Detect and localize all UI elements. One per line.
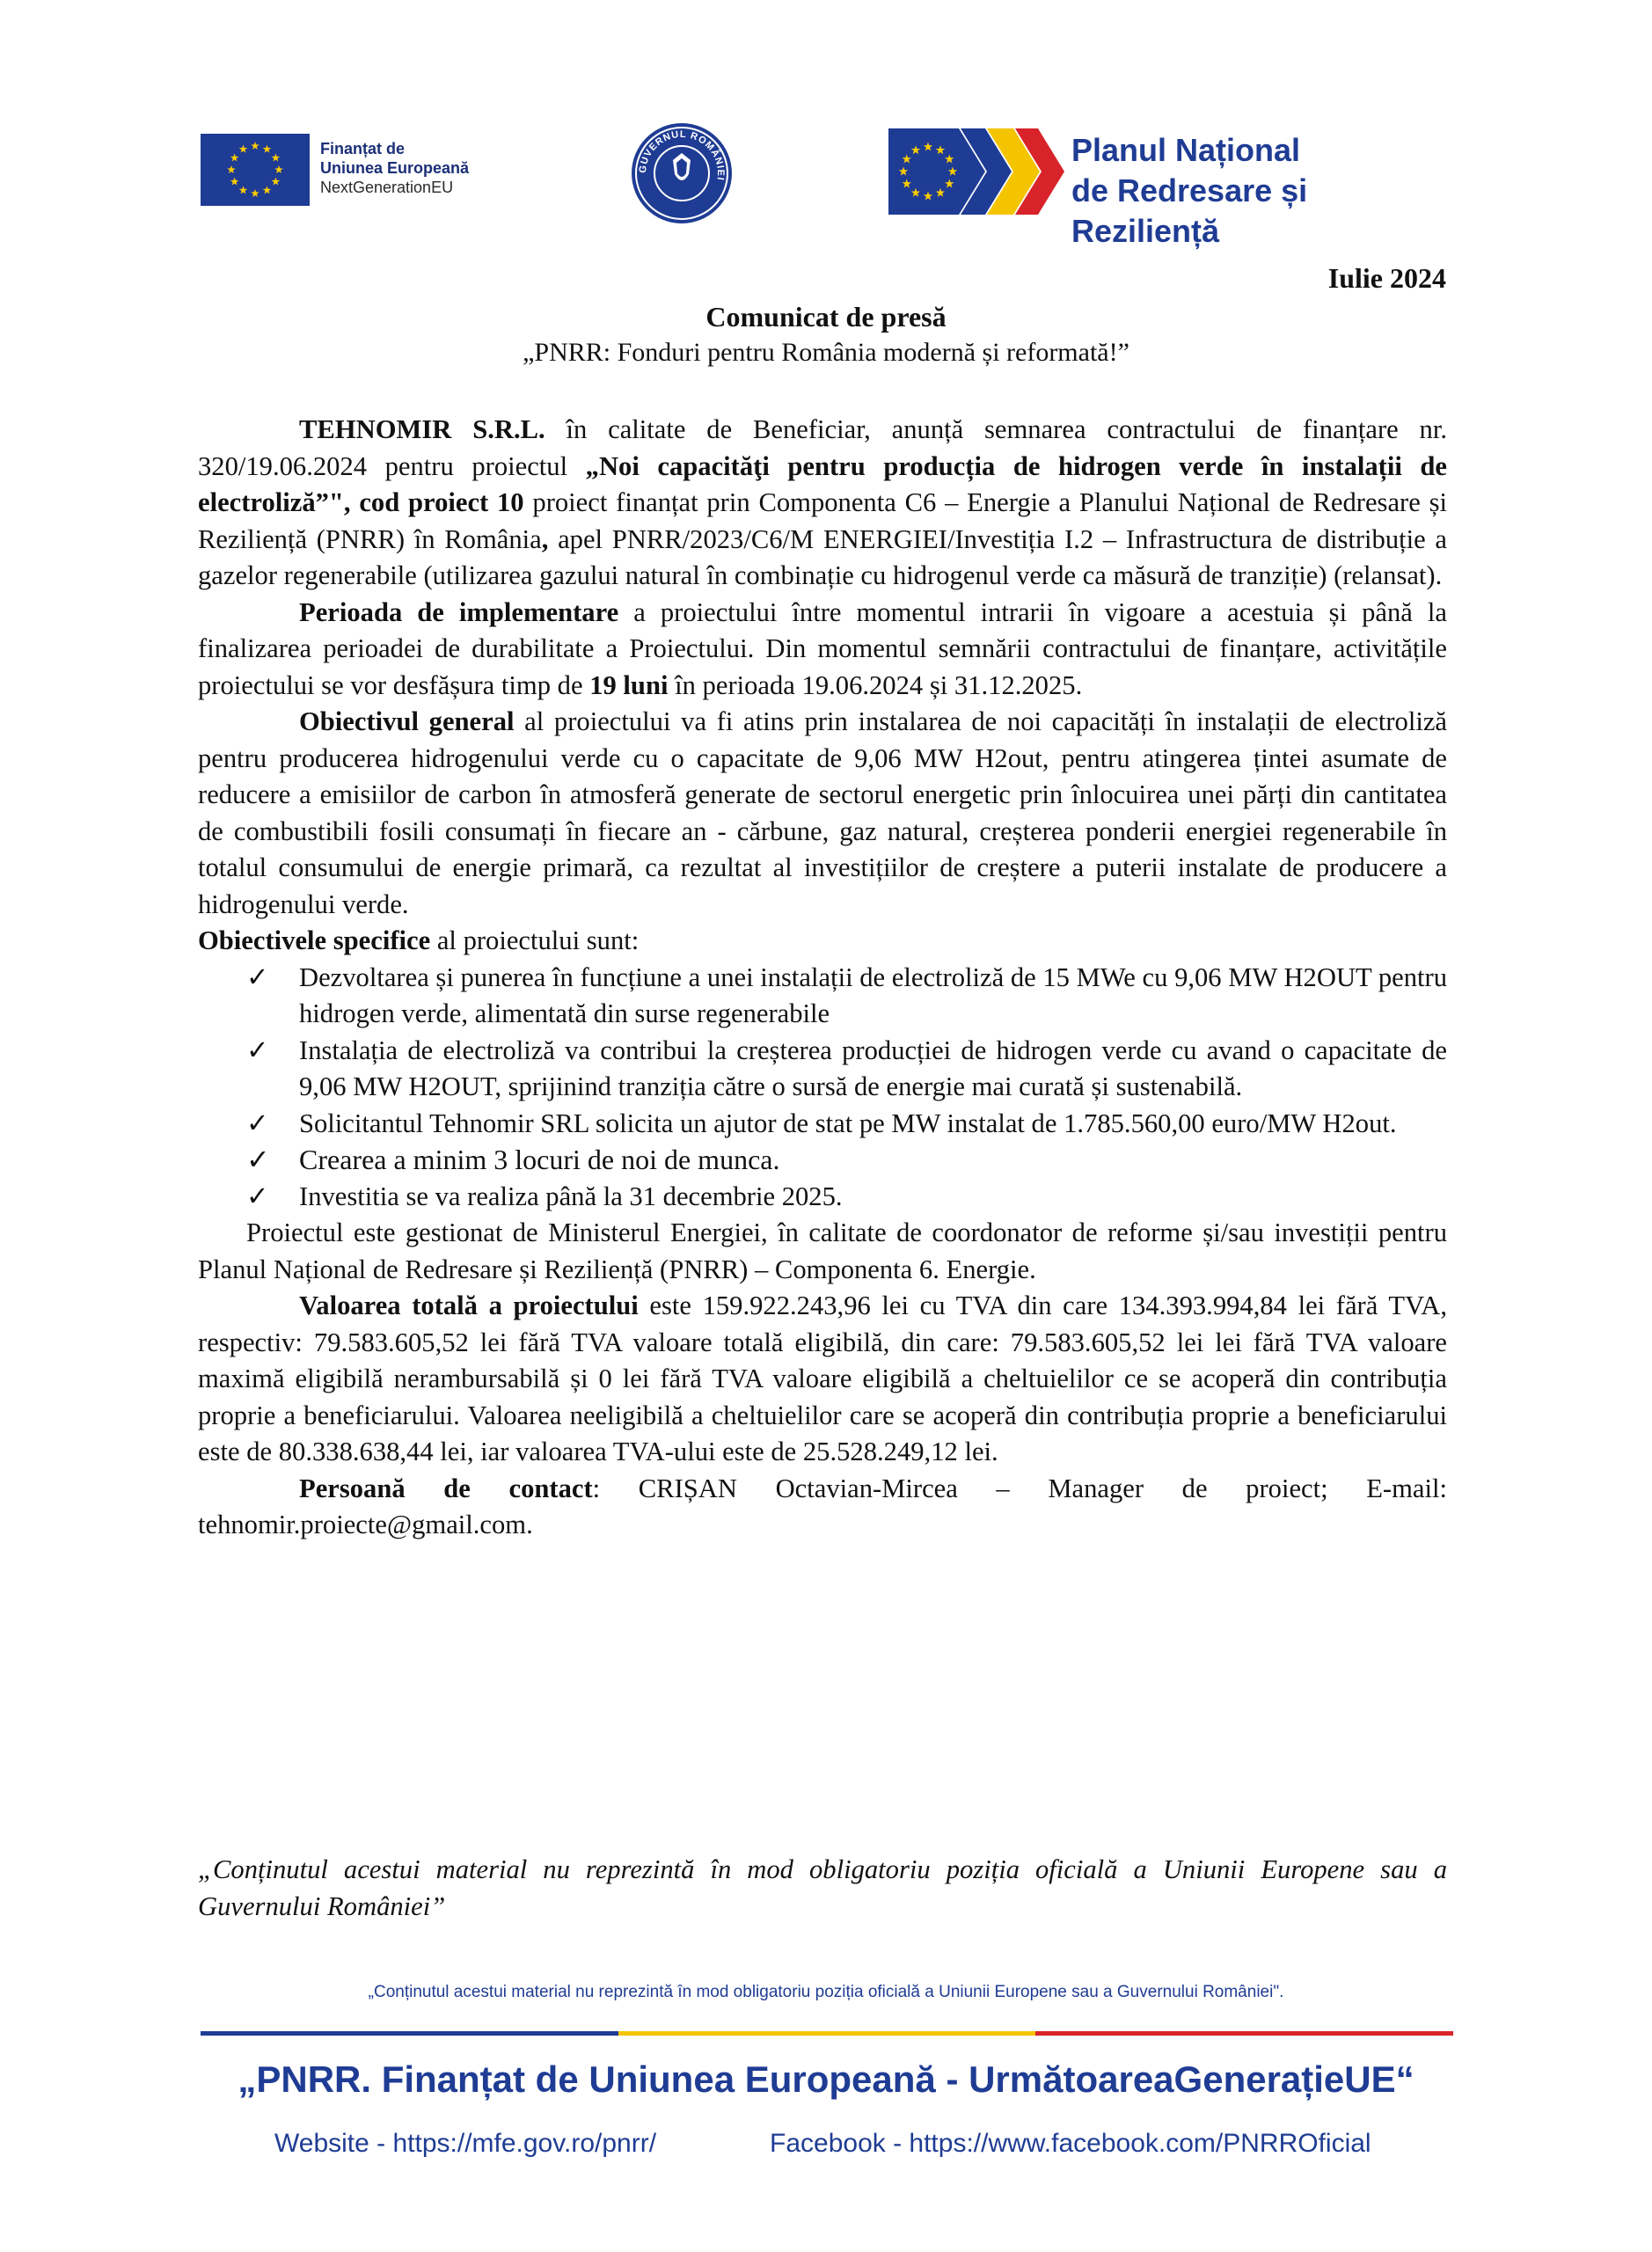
project-title: „Noi capacităţi pentru producția de hidrogen verde în instalații de electroliză”", cod proiect 10 xyxy=(198,450,1447,517)
implementation-text: a proiectului între momentul intrarii în vigoare a acestuia și până la finalizarea perioadei de durabilitate a Proiectului. Din momentul semnării contractului de finanțare, activitățile proiectului se vor desfășura timp de xyxy=(198,596,1447,700)
implementation-period: în perioada 19.06.2024 și 31.12.2025. xyxy=(668,669,1083,700)
contact-heading: Persoană de contact xyxy=(299,1473,593,1503)
announcement-text: în calitate de Beneficiar, anunță semnarea contractului de finanțare nr. 320/19.06.2024 pentru proiectul xyxy=(198,414,1447,481)
component-text: proiect finanțat prin Componenta C6 – Energie a Planului Național de Redresare și Reziliență (PNRR) în România xyxy=(198,487,1448,554)
objective-text: Instalația de electroliză va contribui la creșterea producției de hidrogen verde cu avand o capacitate de 9,06 MW H2OUT, sprijinind tranziția către o sursă de energie mai curată și sustenabilă. xyxy=(299,1035,1447,1101)
paragraph-total-value xyxy=(198,1288,1447,1471)
paragraph-management: Proiectul este gestionat de Ministerul Energiei, în calitate de coordonator de reforme și/sau investiții pentru Planul Național de Redresare și Reziliență (PNRR) – Componenta 6. Energie. xyxy=(198,1217,1447,1284)
objective-text: Dezvoltarea și punerea în funcțiune a unei instalații de electroliză de 15 MWe cu 9,06 MW H2OUT pentru hidrogen verde, alimentată din surse regenerabile xyxy=(299,961,1447,1028)
duration-months: 19 luni xyxy=(589,669,669,700)
footer-disclaimer: „Conținutul acestui material nu reprezintă în mod obligatoriu poziția oficială a Uniunii Europene sau a Guvernului României". xyxy=(368,1983,1284,2001)
bar-red xyxy=(1035,2031,1453,2036)
specific-objectives-list xyxy=(198,960,1447,1216)
eu-flag-icon xyxy=(201,134,310,206)
content-disclaimer: „Conținutul acestui material nu reprezintă în mod obligatoriu poziția oficială a Uniunii Europene sau a Guvernului României” xyxy=(198,1854,1447,1921)
check-icon: ✓ xyxy=(246,1181,269,1211)
objective-text: Solicitantul Tehnomir SRL solicita un ajutor de stat pe MW instalat de 1.785.560,00 euro/MW H2out. xyxy=(299,1108,1397,1138)
list-item xyxy=(246,960,1447,1033)
specific-objectives-heading: Obiectivele specifice xyxy=(198,925,431,955)
objective-text: Crearea a minim 3 locuri de noi de munca. xyxy=(299,1144,780,1175)
general-objective-text: al proiectului va fi atins prin instalarea de noi capacități în instalații de electroliză pentru producerea hidrogenului verde cu o capacitate de 9,06 MW H2out, pentru atingerea țintei asumate de reducere a emisiilor de carbon în atmosferă generate de sectorul energetic prin înlocuirea unei părți din cantitatea de combustibili fosili consumați în fiecare an - cărbune, gaz natural, creșterea ponderii energiei regenerabile în totalul consumului de energie primară, ca rezultat al investițiilor de creștere a puterii instalate de producere a hidrogenului verde. xyxy=(198,706,1447,919)
total-value-text: este 159.922.243,96 lei cu TVA din care 134.393.994,84 lei fără TVA, respectiv: 79.583.605,52 lei fără TVA valoare totală eligibilă, din care: 79.583.605,52 lei lei fără TVA valoare maximă eligibilă nerambursabilă și 0 lei fără TVA valoare eligibilă a cheltuielilor ce se acoperă din contribuția proprie a beneficiarului. Valoarea neeligibilă a cheltuielilor care se acoperă din contribuția proprie a beneficiarului este de 80.338.638,44 lei, iar valoarea TVA-ului este de 25.528.249,12 lei. xyxy=(198,1291,1447,1466)
document-subtitle: „PNRR: Fonduri pentru România modernă și reformată!” xyxy=(523,338,1129,367)
pnrr-logo xyxy=(888,123,1451,249)
list-item xyxy=(246,1142,1447,1179)
objective-text: Investitia se va realiza până la 31 decembrie 2025. xyxy=(299,1181,843,1211)
eu-line3: NextGenerationEU xyxy=(320,179,454,196)
paragraph-contact xyxy=(198,1471,1447,1544)
check-icon: ✓ xyxy=(246,1035,269,1065)
document-date: Iulie 2024 xyxy=(1327,262,1446,294)
list-item xyxy=(246,1033,1447,1106)
check-icon: ✓ xyxy=(246,1144,270,1175)
implementation-heading: Perioada de implementare xyxy=(299,596,619,627)
pnrr-line2: de Redresare și Reziliență xyxy=(1071,172,1308,249)
government-seal-logo xyxy=(630,121,734,225)
pnrr-line1: Planul Național xyxy=(1071,132,1301,168)
footer-slogan: „PNRR. Finanțat de Uniunea Europeană - UrmătoareaGenerațieUE“ xyxy=(238,2058,1414,2100)
general-objective-heading: Obiectivul general xyxy=(299,706,515,736)
paragraph-implementation xyxy=(198,595,1447,705)
eu-funding-text xyxy=(320,139,469,197)
call-text: apel PNRR/2023/C6/M ENERGIEI/Investiția I.2 – Infrastructura de distribuție a gazelor regenerabile (utilizarea gazului natural în combinație cu hidrogenul verde ca măsură de tranziție) (relansat). xyxy=(198,523,1448,590)
paragraph-announcement xyxy=(198,412,1447,595)
bar-blue xyxy=(201,2031,618,2036)
list-item xyxy=(246,1179,1447,1216)
press-release-body xyxy=(198,412,1447,1544)
eu-funding-logo xyxy=(201,132,491,208)
pnrr-flag-icon xyxy=(888,123,1064,220)
eu-line1: Finanțat de xyxy=(320,140,406,157)
beneficiary-name: TEHNOMIR S.R.L. xyxy=(299,414,545,444)
paragraph-specific-objectives xyxy=(198,923,1447,960)
contact-text: : CRIȘAN Octavian-Mircea – Manager de proiect; E-mail: tehnomir.proiecte@gmail.com. xyxy=(198,1473,1447,1539)
pnrr-logo-text xyxy=(1071,130,1451,252)
total-value-heading: Valoarea totală a proiectului xyxy=(299,1291,639,1320)
footer-website-link[interactable]: Website - https://mfe.gov.ro/pnrr/ xyxy=(274,2129,657,2158)
document-title: Comunicat de presă xyxy=(705,301,947,333)
list-item xyxy=(246,1106,1447,1143)
bar-yellow xyxy=(618,2031,1036,2036)
eu-line2: Uniunea Europeană xyxy=(320,159,470,177)
footer-tricolor-bar xyxy=(201,2031,1453,2036)
specific-objectives-intro: al proiectului sunt: xyxy=(430,925,640,955)
check-icon: ✓ xyxy=(246,1108,269,1138)
comma: , xyxy=(541,523,549,554)
footer-facebook-link[interactable]: Facebook - https://www.facebook.com/PNRROficial xyxy=(770,2129,1371,2158)
paragraph-general-objective xyxy=(198,704,1447,923)
check-icon: ✓ xyxy=(246,961,269,992)
gov-seal-text: GUVERNUL ROMÂNIEI xyxy=(637,128,727,182)
